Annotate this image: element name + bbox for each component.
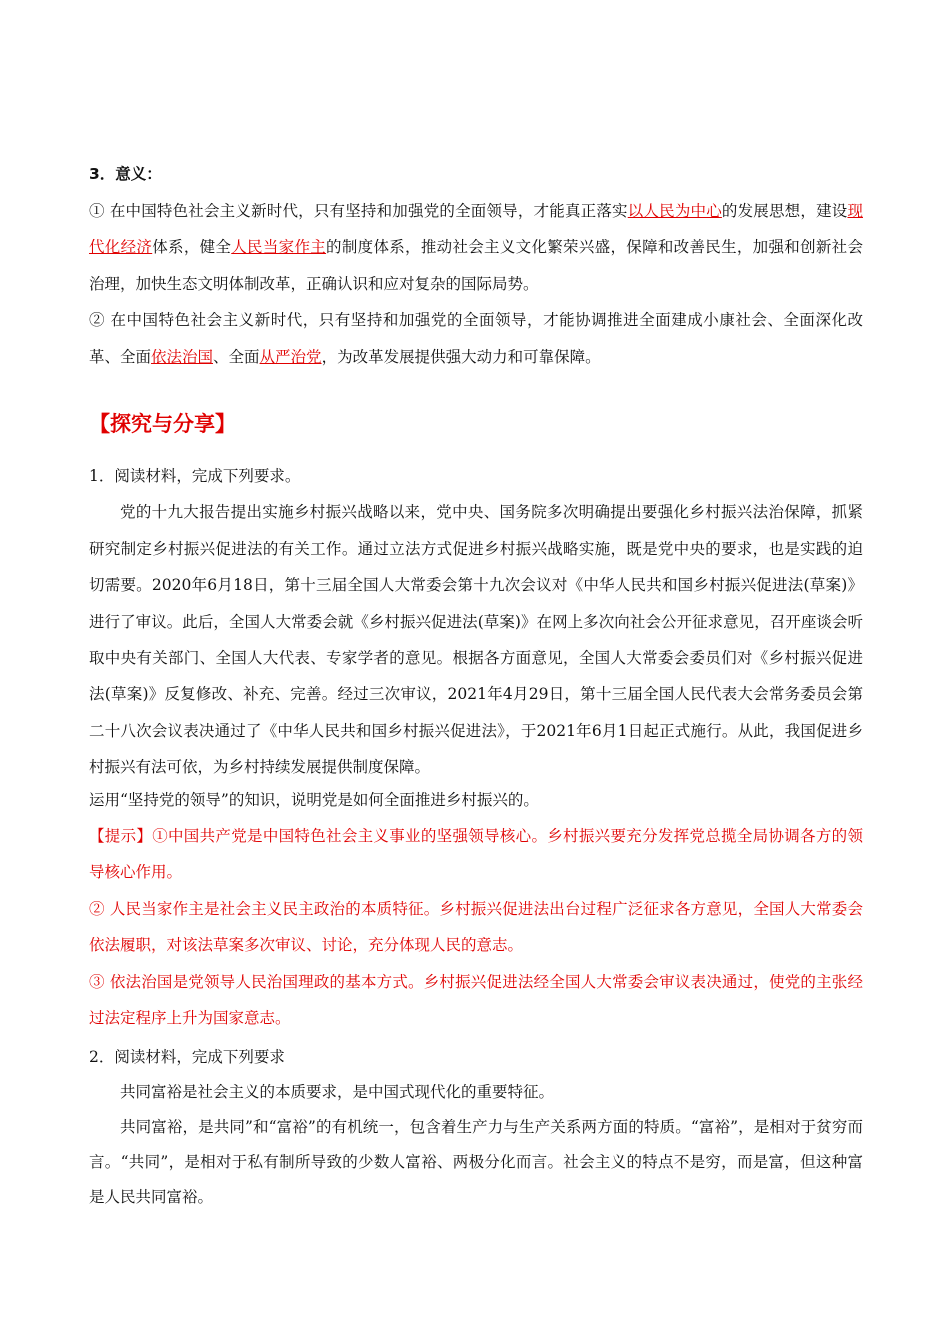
- key-term: 以人民为中心: [627, 201, 722, 220]
- hint-3: ③ 依法治国是党领导人民治国理政的基本方式。乡村振兴促进法经全国人大常委会审议表决通过，使党的主张经过法定程序上升为国家意志。: [89, 972, 863, 1028]
- question-2: [89, 1040, 863, 1215]
- question-2-material-1: 共同富裕是社会主义的本质要求，是中国式现代化的重要特征。: [120, 1083, 555, 1101]
- key-term: 从严治党: [259, 347, 322, 366]
- section-title: 3．意义：: [89, 165, 162, 183]
- question-2-title: 2．阅读材料，完成下列要求: [89, 1048, 285, 1066]
- question-1-prompt: 运用“坚持党的领导”的知识，说明党是如何全面推进乡村振兴的。: [89, 790, 539, 809]
- text-run: 的制度体系，推动社会主义文化繁荣兴盛，保障和改善民生，加强和创新社会治理，加快生态文明体制改革，正确认识和应对复杂的国际局势。: [89, 238, 863, 293]
- question-1-material: 党的十九大报告提出实施乡村振兴战略以来，党中央、国务院多次明确提出要强化乡村振兴法治保障，抓紧研究制定乡村振兴促进法的有关工作。通过立法方式促进乡村振兴战略实施，既是党中央的要求，也是实践的迫切需要。2020年6月18日，第十三届全国人大常委会第十九次会议对《中华人民共和国乡村振兴促进法(草案)》进行了审议。此后，全国人大常委会就《乡村振兴促进法(草案)》在网上多次向社会公开征求意见，召开座谈会听取中央有关部门、全国人大代表、专家学者的意见。根据各方面意见，全国人大常委会委员们对《乡村振兴促进法(草案)》反复修改、补充、完善。经过三次审议，2021年4月29日，第十三届全国人民代表大会常务委员会第二十八次会议表决通过了《中华人民共和国乡村振兴促进法》，于2021年6月1日起正式施行。从此，我国促进乡村振兴有法可依，为乡村持续发展提供制度保障。: [89, 503, 863, 777]
- key-term: 人民当家作主: [231, 238, 327, 256]
- text-run: 的发展思想，建设: [721, 201, 848, 220]
- text-run: ，为改革发展提供强大动力和可靠保障。: [321, 347, 601, 366]
- question-1-title: 1．阅读材料，完成下列要求。: [89, 467, 301, 485]
- significance-point-1: [89, 193, 863, 303]
- section-significance: [89, 156, 863, 375]
- explore-heading: 【探究与分享】: [89, 412, 236, 436]
- text-run: ② 在中国特色社会主义新时代，只有坚持和加强党的全面领导，才能协调推进全面建成小康社会、全面深化改革、全面: [89, 311, 863, 366]
- text-run: ① 在中国特色社会主义新时代，只有坚持和加强党的全面领导，才能真正落实: [89, 201, 628, 220]
- question-1: [89, 458, 863, 1037]
- text-run: 、全面: [213, 347, 260, 366]
- text-run: 体系，健全: [152, 238, 232, 256]
- hint-1: 【提示】①中国共产党是中国特色社会主义事业的坚强领导核心。乡村振兴要充分发挥党总揽全局协调各方的领导核心作用。: [89, 827, 863, 882]
- significance-point-2: [89, 302, 863, 375]
- key-term: 现代化经济: [89, 201, 863, 256]
- hint-2: ② 人民当家作主是社会主义民主政治的本质特征。乡村振兴促进法出台过程广泛征求各方意见，全国人大常委会依法履职，对该法草案多次审议、讨论，充分体现人民的意志。: [89, 899, 863, 955]
- question-2-material-2: 共同富裕，是共同”和“富裕”的有机统一，包含着生产力与生产关系两方面的特质。“富裕”，是相对于贫穷而言。“共同”，是相对于私有制所导致的少数人富裕、两极分化而言。社会主义的特点不是穷，而是富，但这种富是人民共同富裕。: [89, 1118, 863, 1206]
- key-term: 依法治国: [151, 347, 214, 366]
